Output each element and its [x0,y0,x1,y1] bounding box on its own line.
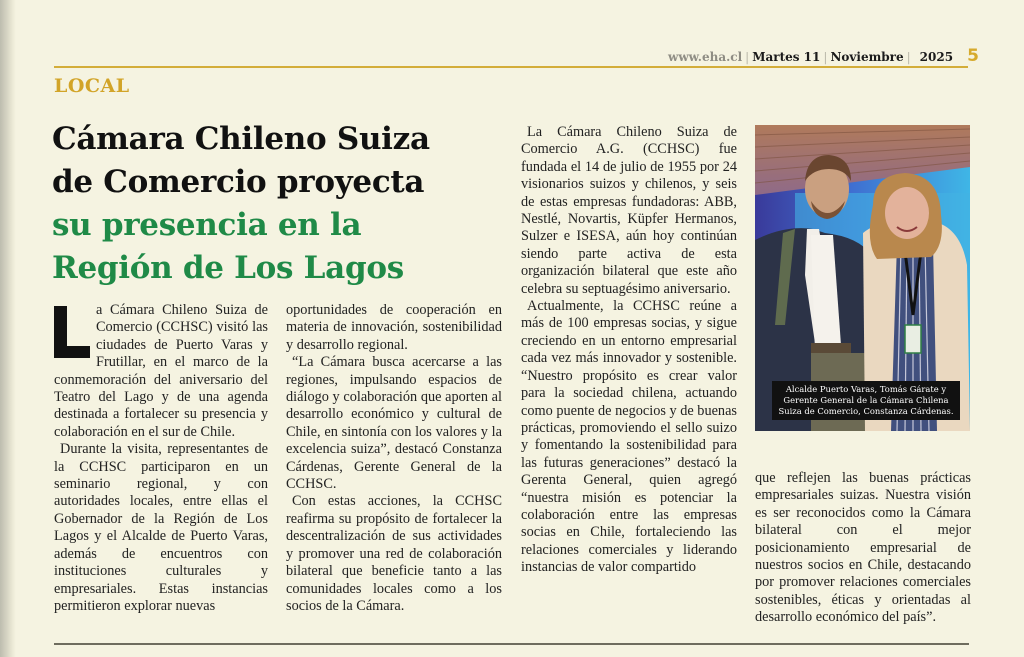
headline [52,118,522,290]
paragraph: que reflejen las buenas prácticas empresariales suizas. Nuestra visión es ser reconocidos como la Cámara bilateral con el mejor posicionamiento empresarial de nuestros socios en Chile, destacando por promover relaciones comerciales sostenibles, éticas y orientadas al desarrollo económico del país”. [755,470,971,626]
headline-line-3: su presencia en la [52,207,362,243]
paragraph: Con estas acciones, la CCHSC reafirma su propósito de fortalecer la descentralización de sus actividades y promover una red de colaboración bilateral que beneficie tanto a las comunidades locales como a los socios de la Cámara. [286,493,502,614]
headline-line-4: Región de Los Lagos [52,250,404,286]
article-column-3 [521,124,737,577]
headline-line-2: de Comercio proyecta [52,164,425,200]
article-column-2 [286,302,502,615]
website-url[interactable]: www.eha.cl [668,50,743,64]
footer-rule [54,643,969,645]
folio-year: 2025 [919,50,954,64]
paragraph: oportunidades de cooperación en materia de innovación, sostenibilidad y desarrollo regional. [286,302,502,353]
folio-separator: | [906,50,911,64]
folio-day: Martes 11 [752,50,821,64]
paragraph-text: a Cámara Chileno Suiza de Comercio (CCHSC) visitó las ciudades de Puerto Varas y Frutillar, en el marco de la conmemoración del aniversario del Teatro del Lago y de una agenda destinada a fortalecer su presencia y colaboración en el sur de Chile. [54,302,268,440]
page-folio [668,46,979,66]
photo-caption: Alcalde Puerto Varas, Tomás Gárate y Gerente General de la Cámara Chilena Suiza de Comercio, Constanza Cárdenas. [772,381,960,420]
headline-line-1: Cámara Chileno Suiza [52,121,430,157]
paragraph: “La Cámara busca acercarse a las regiones, impulsando espacios de diálogo y colaboración que aporten al desarrollo económico y cultural de Chile, en sintonía con los valores y la excelencia suiza”, destacó Constanza Cárdenas, Gerente General de la CCHSC. [286,354,502,493]
paragraph: Durante la visita, representantes de la CCHSC participaron en un seminario regional, y con autoridades locales, entre ellas el Gobernador de la Región de Los Lagos y el Alcalde de Puerto Varas, además de encuentros con instituciones culturales y empresariales. Estas instancias permitieron explorar nuevas [54,441,268,614]
paragraph [54,302,268,441]
article-column-4 [755,470,971,627]
page-gutter-shadow [0,0,16,657]
folio-separator: | [823,50,828,64]
header-rule [54,66,968,68]
page-number: 5 [967,46,979,66]
paragraph: Actualmente, la CCHSC reúne a más de 100 empresas socias, y sigue creciendo en un entorno empresarial cada vez más innovador y sostenible. “Nuestro propósito es crear valor para la sociedad chilena, actuando como puente de negocios y de buenas prácticas, promoviendo el sello suizo y fomentando la sostenibilidad para las futuras generaciones” destacó la Gerenta General, quien agregó “nuestra misión es potenciar la colaboración entre las empresas socias en Chile, fortaleciendo las relaciones comerciales y liderando instancias de valor compartido [521,298,737,576]
dropcap-letter-l [54,306,90,358]
folio-separator: | [745,50,750,64]
section-label: LOCAL [54,75,130,97]
article-column-1 [54,302,268,615]
folio-month: Noviembre [830,50,904,64]
paragraph: La Cámara Chileno Suiza de Comercio A.G. (CCHSC) fue fundada el 14 de julio de 1955 por 24 visionarios suizos y chilenos, y seis de estas empresas fundadoras: ABB, Nestlé, Novartis, Küpfer Hermanos, Sulzer e ISESA, aún hoy continúan siendo parte activa de esta organización bilateral que este año celebra su septuagésimo aniversario. [521,124,737,297]
